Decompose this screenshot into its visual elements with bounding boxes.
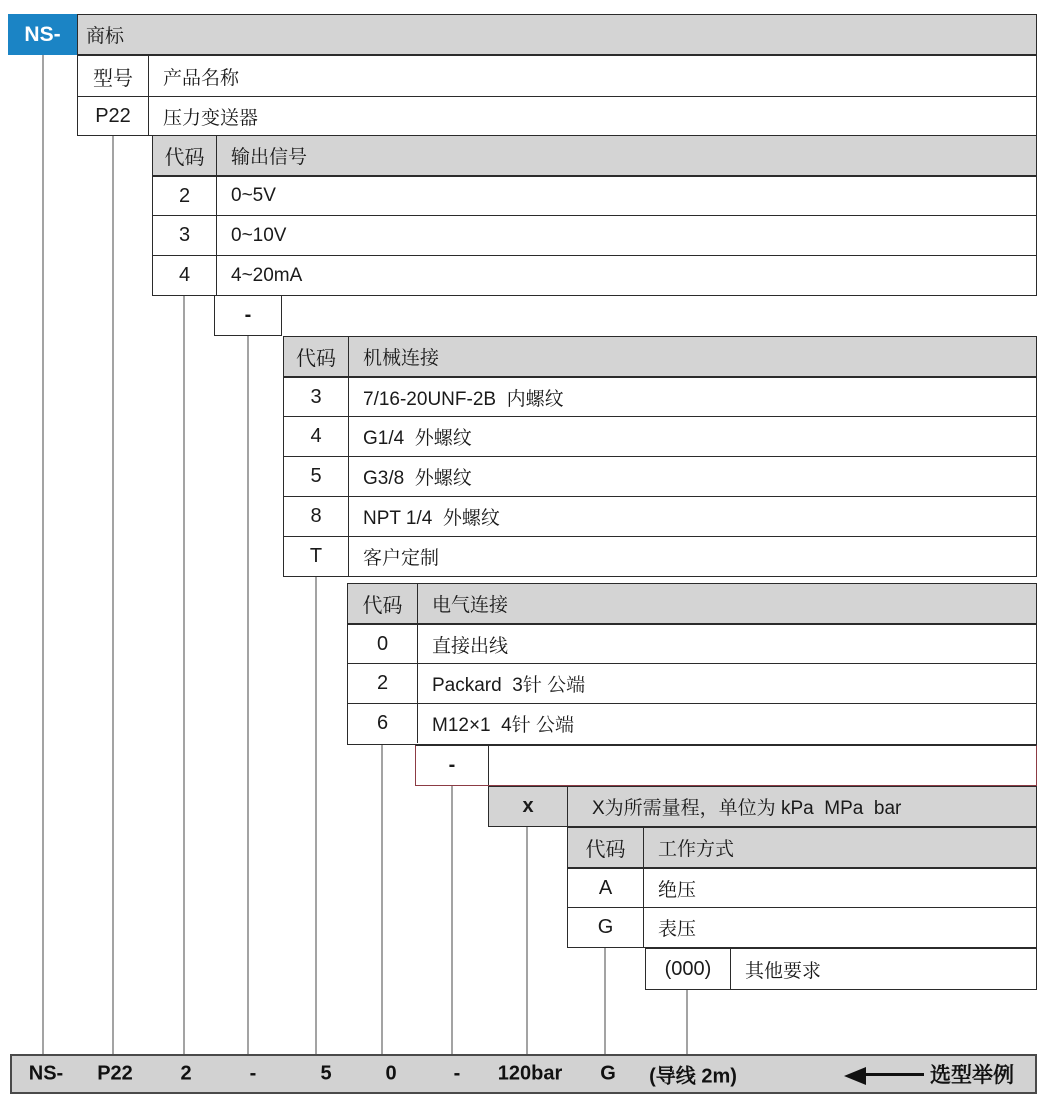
output-signal-code-header: 代码 (153, 136, 217, 175)
code-cell: 3 (284, 378, 349, 416)
output-signal-header-row (153, 136, 1036, 176)
range-code: x (489, 787, 568, 826)
table-row (348, 663, 1036, 703)
table-row (568, 868, 1036, 907)
code-cell: 3 (153, 216, 217, 255)
connector-line-range (526, 827, 528, 1054)
separator2-row (415, 745, 1037, 786)
separator1-cell: - (214, 296, 282, 336)
table-row (153, 215, 1036, 255)
electrical-name-header: 电气连接 (432, 595, 509, 616)
brand-row (77, 14, 1037, 55)
example-value-elec: 0 (385, 1062, 397, 1085)
table-row (284, 536, 1036, 576)
code-cell: 2 (348, 664, 418, 703)
desc-cell: G1/4 外螺纹 (363, 428, 472, 449)
work-mode-code-header: 代码 (568, 828, 644, 867)
example-label: 选型举例 (930, 1064, 1014, 1087)
desc-cell: 7/16-20UNF-2B 内螺纹 (363, 388, 564, 410)
output-signal-table (152, 135, 1037, 296)
table-row (153, 255, 1036, 295)
connector-line-separator1 (247, 336, 249, 1054)
example-value-dash2: - (453, 1062, 461, 1085)
desc-cell: Packard 3针 公端 (432, 675, 586, 696)
work-mode-header-row (568, 828, 1036, 868)
table-row (284, 496, 1036, 536)
mechanical-header-row (284, 337, 1036, 377)
electrical-code-header: 代码 (348, 584, 418, 623)
connector-line-work-mode (604, 948, 606, 1054)
connector-line-brand (42, 55, 44, 1054)
electrical-header-row (348, 584, 1036, 624)
connector-line-mechanical (315, 577, 317, 1054)
model-table (77, 55, 1037, 136)
range-desc: X为所需量程，单位为 kPa MPa bar (592, 798, 902, 819)
model-name: 压力变送器 (163, 107, 259, 129)
mechanical-table (283, 336, 1037, 577)
table-row (568, 907, 1036, 947)
brand-prefix-label: NS- (24, 22, 61, 46)
mechanical-name-header: 机械连接 (363, 348, 440, 369)
table-row (284, 377, 1036, 416)
table-row (348, 703, 1036, 743)
code-cell: 4 (284, 417, 349, 456)
desc-cell: M12×1 4针 公端 (432, 715, 575, 736)
desc-cell: 表压 (658, 919, 697, 940)
connector-line-other (686, 990, 688, 1054)
code-cell: 4 (153, 256, 217, 295)
example-value-mode: G (600, 1062, 616, 1085)
example-value-output: 2 (180, 1062, 192, 1085)
code-cell: 2 (153, 177, 217, 215)
code-cell: 5 (284, 457, 349, 496)
connector-line-separator2 (451, 786, 453, 1054)
desc-cell: 直接出线 (432, 635, 509, 657)
connector-line-model (112, 135, 114, 1054)
table-row (348, 624, 1036, 663)
separator2-cell: - (416, 746, 489, 785)
electrical-table (347, 583, 1037, 745)
code-cell: G (568, 908, 644, 947)
other-desc: 其他要求 (745, 960, 822, 982)
brand-label: 商标 (86, 26, 125, 47)
table-row (284, 456, 1036, 496)
work-mode-table (567, 827, 1037, 948)
example-value-model: P22 (97, 1062, 133, 1085)
desc-cell: G3/8 外螺纹 (363, 468, 472, 489)
table-row (284, 416, 1036, 456)
arrow-tail (866, 1073, 924, 1076)
code-cell: T (284, 537, 349, 576)
arrow-left-icon (844, 1067, 866, 1085)
code-cell: 8 (284, 497, 349, 536)
range-row (488, 786, 1037, 827)
example-value-range: 120bar (497, 1062, 563, 1085)
desc-cell: 0~10V (231, 224, 287, 246)
other-row (645, 948, 1037, 990)
model-row (78, 96, 1036, 135)
desc-cell: 0~5V (231, 185, 276, 206)
desc-cell: 4~20mA (231, 264, 303, 286)
desc-cell: NPT 1/4 外螺纹 (363, 508, 500, 529)
mechanical-code-header: 代码 (284, 337, 349, 376)
example-value-cable: (导线 2m) (649, 1065, 737, 1088)
code-cell: 0 (348, 625, 418, 663)
example-bar (10, 1054, 1037, 1094)
connector-line-output-signal (183, 296, 185, 1054)
example-value-prefix: NS- (28, 1062, 64, 1085)
model-name-header: 产品名称 (163, 67, 240, 89)
output-signal-name-header: 输出信号 (231, 147, 308, 168)
work-mode-name-header: 工作方式 (658, 839, 735, 860)
model-code: P22 (78, 97, 149, 135)
model-code-header: 型号 (78, 56, 149, 96)
connector-line-electrical (381, 745, 383, 1054)
example-value-mech: 5 (320, 1062, 332, 1085)
example-value-dash1: - (249, 1062, 257, 1085)
code-cell: 6 (348, 704, 418, 743)
desc-cell: 绝压 (658, 879, 697, 901)
model-header-row (78, 56, 1036, 96)
other-code: (000) (646, 949, 731, 989)
desc-cell: 客户定制 (363, 548, 440, 569)
brand-prefix-box (8, 14, 77, 55)
code-cell: A (568, 869, 644, 907)
table-row (153, 176, 1036, 215)
